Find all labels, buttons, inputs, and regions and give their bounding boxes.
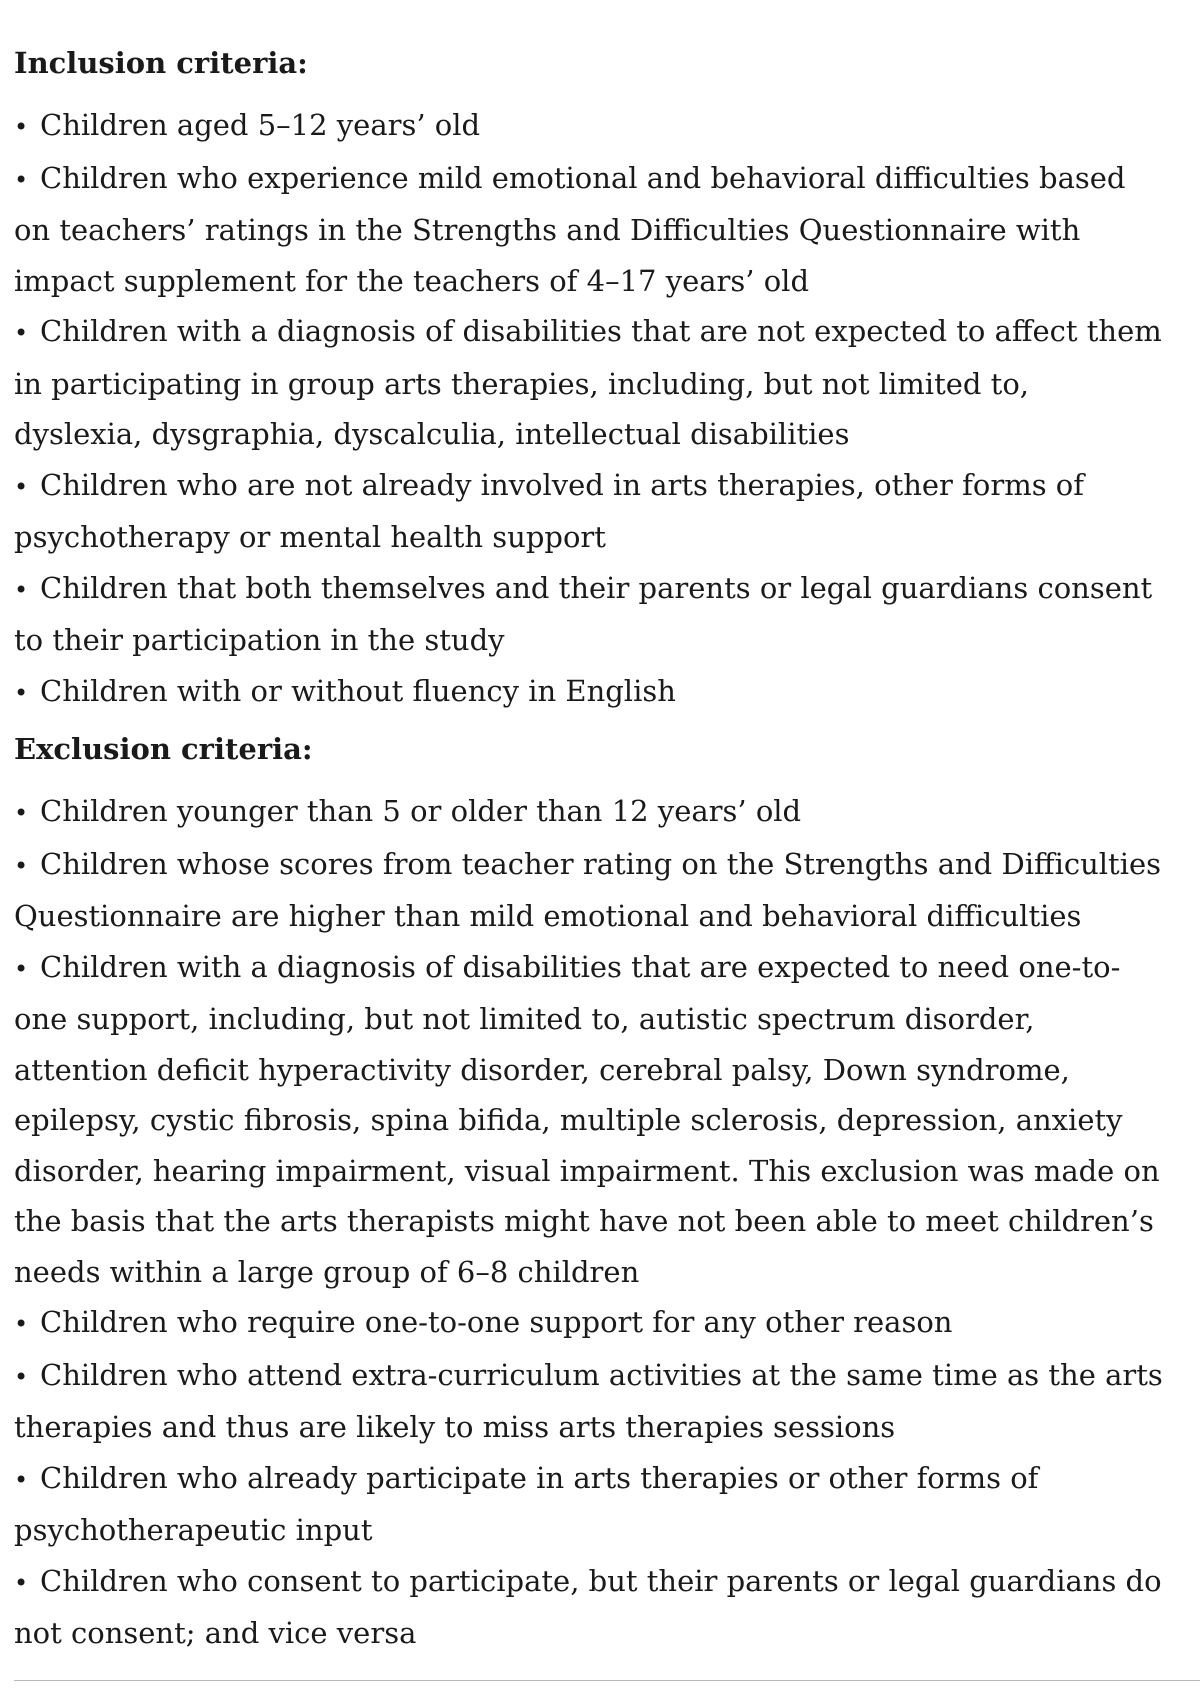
exclusion-item xyxy=(14,942,1164,1298)
bottom-divider xyxy=(14,1680,1200,1681)
exclusion-item-text: Children with a diagnosis of disabilities that are expected to need one-to-one support, including, but not limited to, autistic spectrum disorder, attention deficit hyperactivity disorder, cerebral palsy, Down syndrome, epilepsy, cystic fibrosis, spina bifida, multiple sclerosis, depression, anxiety disorder, hearing impairment, visual impairment. This exclusion was made on the basis that the arts therapists might have not been able to meet children’s needs within a large group of 6–8 children xyxy=(14,949,1160,1289)
inclusion-heading: Inclusion criteria: xyxy=(14,46,308,80)
inclusion-item-text: Children aged 5–12 years’ old xyxy=(40,108,481,142)
inclusion-item xyxy=(14,306,1164,460)
bullet-icon: • xyxy=(14,1568,29,1597)
exclusion-item xyxy=(14,1350,1164,1453)
criteria-document xyxy=(14,38,1164,1659)
exclusion-item-text: Children who attend extra-curriculum activities at the same time as the arts therapies and thus are likely to miss arts therapies sessions xyxy=(14,1357,1163,1444)
inclusion-item-text: Children with a diagnosis of disabilities that are not expected to affect them in participating in group arts therapies, including, but not limited to, dyslexia, dysgraphia, dyscalculia, intellectual disabilities xyxy=(14,314,1162,451)
bullet-icon: • xyxy=(14,1465,29,1494)
exclusion-list xyxy=(14,786,1164,1659)
exclusion-item xyxy=(14,786,1164,839)
inclusion-item-text: Children who are not already involved in arts therapies, other forms of psychotherapy or mental health support xyxy=(14,467,1084,554)
inclusion-item xyxy=(14,100,1164,153)
exclusion-item-text: Children who consent to participate, but their parents or legal guardians do not consent; and vice versa xyxy=(14,1563,1162,1650)
bullet-icon: • xyxy=(14,1310,29,1338)
exclusion-item-text: Children who require one-to-one support for any other reason xyxy=(40,1305,953,1339)
exclusion-item xyxy=(14,839,1164,942)
inclusion-item xyxy=(14,563,1164,666)
exclusion-item-text: Children whose scores from teacher rating on the Strengths and Difficulties Questionnaire are higher than mild emotional and behavioral difficulties xyxy=(14,846,1162,933)
inclusion-item-text: Children with or without fluency in English xyxy=(40,673,676,708)
bullet-icon: • xyxy=(14,472,29,501)
inclusion-item-text: Children who experience mild emotional and behavioral difficulties based on teachers’ ratings in the Strengths and Difficulties Questionnaire with impact supplement for the teachers of 4–17 years’ old xyxy=(14,160,1126,298)
exclusion-item-text: Children younger than 5 or older than 12 years’ old xyxy=(40,794,802,828)
exclusion-item xyxy=(14,1297,1164,1350)
inclusion-list xyxy=(14,100,1164,718)
inclusion-item xyxy=(14,666,1164,719)
bullet-icon: • xyxy=(14,851,29,880)
inclusion-item xyxy=(14,153,1164,307)
exclusion-item xyxy=(14,1453,1164,1556)
bullet-icon: • xyxy=(14,575,29,604)
bullet-icon: • xyxy=(14,678,29,707)
inclusion-item-text: Children that both themselves and their parents or legal guardians consent to their participation in the study xyxy=(14,570,1153,657)
bullet-icon: • xyxy=(14,113,29,141)
bullet-icon: • xyxy=(14,954,29,983)
bullet-icon: • xyxy=(14,319,29,347)
exclusion-item xyxy=(14,1556,1164,1659)
exclusion-item-text: Children who already participate in arts therapies or other forms of psychotherapeutic input xyxy=(14,1460,1039,1547)
bullet-icon: • xyxy=(14,1362,29,1391)
bullet-icon: • xyxy=(14,165,29,194)
exclusion-heading: Exclusion criteria: xyxy=(14,732,313,766)
inclusion-item xyxy=(14,460,1164,563)
bullet-icon: • xyxy=(14,799,29,827)
